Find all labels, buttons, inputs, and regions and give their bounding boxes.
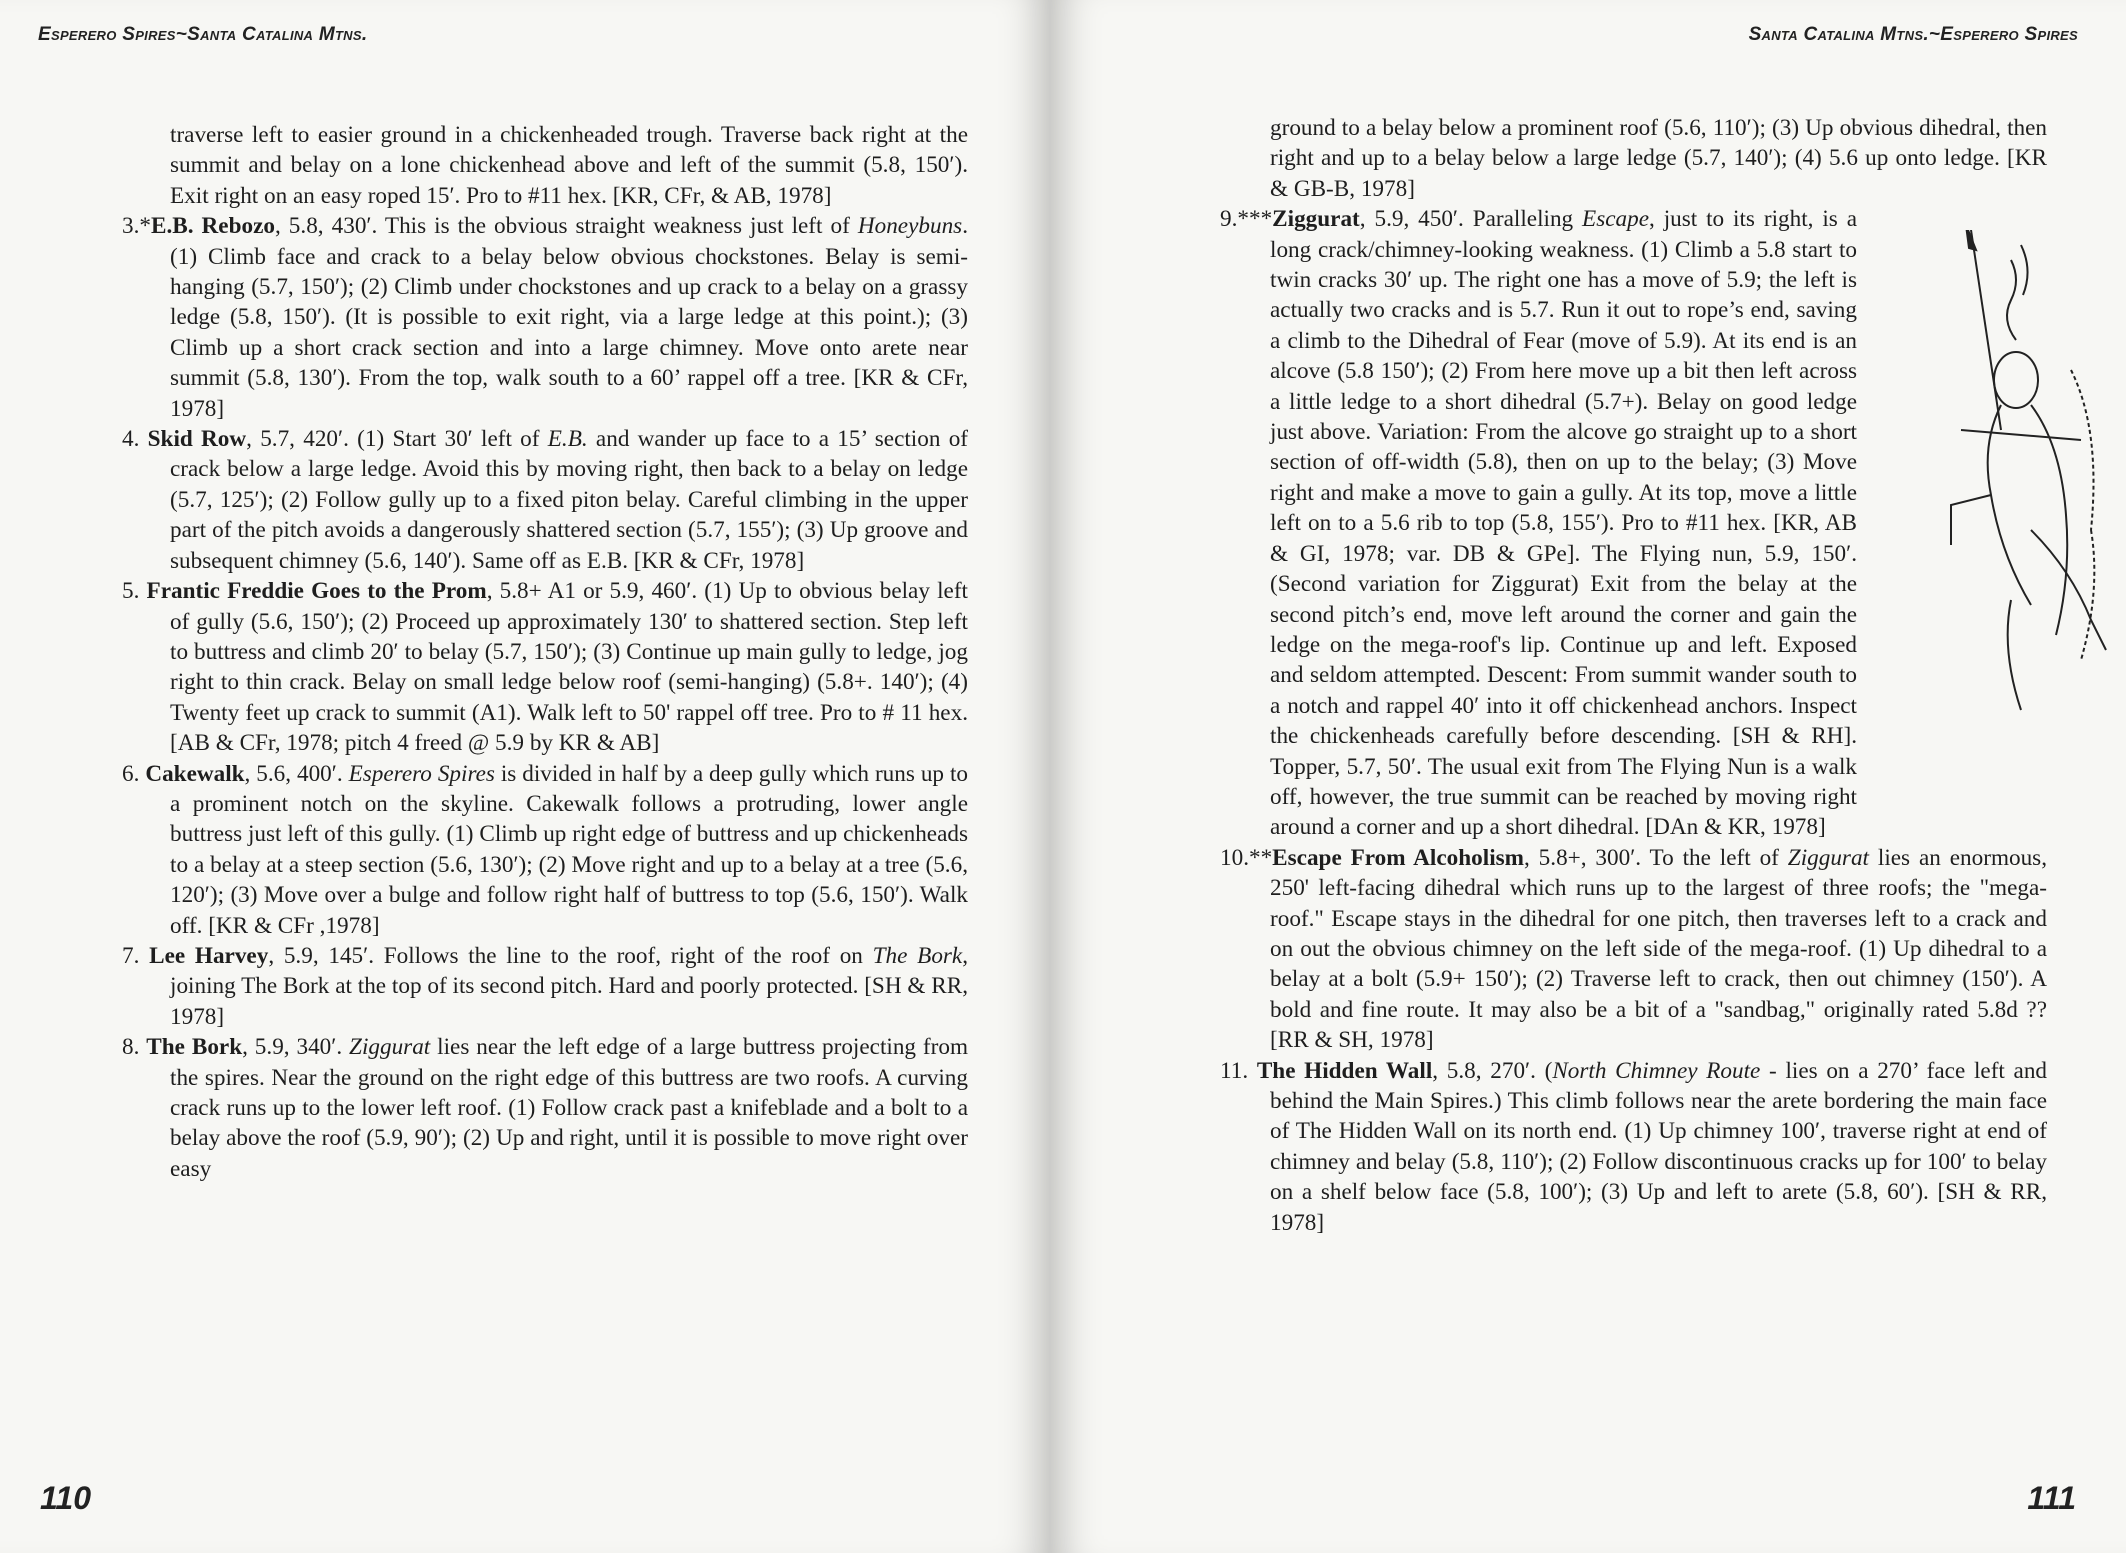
route-name: Cakewalk <box>145 760 245 787</box>
route-name: Escape From Alcoholism <box>1272 844 1524 871</box>
right-page <box>1050 0 2126 1553</box>
running-head: Esperero Spires~Santa Catalina Mtns. <box>38 24 368 45</box>
route-entry-5: 5. Frantic Freddie Goes to the Prom, 5.8+ A1 or 5.9, 460′. (1) Up to obvious belay left of gully (5.6, 150′); (2) Proceed up approximately 130′ to shattered section. Step left to buttress and climb 20′ to belay (5.7, 150′); (3) Continue up main gully to ledge, jog right to thin crack. Belay on small ledge below roof (semi-hanging) (5.8+. 140′); (4) Twenty feet up crack to summit (A1). Walk left to 50' rappel off tree. Pro to # 11 hex. [AB & CFr, 1978; pitch 4 freed @ 5.9 by KR & AB] <box>122 578 968 757</box>
route-entry-8: 8. The Bork, 5.9, 340′. Ziggurat lies near the left edge of a large buttress projecting from the spires. Near the ground on the right edge of this buttress are two roofs. A curving crack runs up to the lower left roof. (1) Follow crack past a knifeblade and a bolt to a belay above the roof (5.9, 90′); (2) Up and right, until it is possible to move right over easy <box>122 1034 968 1182</box>
climber-illustration <box>1931 230 2116 740</box>
continuation-paragraph: ground to a belay below a prominent roof (5.6, 110′); (3) Up obvious dihedral, then right and up to a belay below a large ledge (5.7, 140′); (4) 5.6 up onto ledge. [KR & GB-B, 1978] <box>1270 115 2047 202</box>
route-name: Ziggurat <box>1272 206 1360 233</box>
route-name: Lee Harvey <box>149 942 269 969</box>
head-icon <box>1994 352 2038 408</box>
route-name: Skid Row <box>147 426 247 453</box>
route-entry-10: 10.**Escape From Alcoholism, 5.8+, 300′. To the left of Ziggurat lies an enormous, 250' left-facing dihedral which runs up to the largest of three roofs; the "mega-roof." Escape stays in the dihedral for one pitch, then traverses left to a crack and on out the obvious chimney on the left side of the mega-roof. (1) Up dihedral to a belay at a bolt (5.9+ 150′); (2) Traverse left to crack, then out chimney (150′). A bold and fine route. It may also be a bit of a "sandbag," originally rated 5.8d ?? [RR & SH, 1978] <box>1220 844 2047 1054</box>
route-entry-6: 6. Cakewalk, 5.6, 400′. Esperero Spires is divided in half by a deep gully which runs up to a prominent notch on the skyline. Cakewalk follows a protruding, lower angle buttress just left of this gully. (1) Climb up right edge of buttress and up chickenheads to a belay at a steep section (5.6, 130′); (2) Move right and up to a belay at a tree (5.6, 120′); (3) Move over a bulge and follow right half of buttress to top (5.6, 150′). Walk off. [KR & CFr ,1978] <box>122 760 968 939</box>
route-name: The Hidden Wall <box>1256 1057 1433 1084</box>
page-body <box>1122 113 2047 1238</box>
route-entry-11: 11. The Hidden Wall, 5.8, 270′. (North Chimney Route - lies on a 270’ face left and behind the Main Spires.) This climb follows near the arete bordering the main face of The Hidden Wall on its north end. (1) Up chimney 100′, traverse right at end of chimney and belay (5.8, 110′); (2) Follow discontinuous cracks up for 100′ to belay on a shelf below face (5.8, 100′); (3) Up and left to arete (5.8, 60′). [SH & RR, 1978] <box>1220 1057 2048 1236</box>
spear-icon <box>1971 230 2001 430</box>
running-head: Santa Catalina Mtns.~Esperero Spires <box>1748 24 2078 45</box>
continuation-paragraph: traverse left to easier ground in a chickenheaded trough. Traverse back right at the summit and belay on a lone chickenhead above and left of the summit (5.8, 150′). Exit right on an easy roped 15′. Pro to #11 hex. [KR, CFr, & AB, 1978] <box>170 122 968 209</box>
route-entry-7: 7. Lee Harvey, 5.9, 145′. Follows the line to the roof, right of the roof on The Bork, joining The Bork at the top of its second pitch. Hard and poorly protected. [SH & RR, 1978] <box>122 942 969 1030</box>
page-number: 110 <box>40 1480 92 1516</box>
route-name: The Bork <box>146 1034 243 1061</box>
route-entry-4: 4. Skid Row, 5.7, 420′. (1) Start 30′ left of E.B. and wander up face to a 15’ section of crack below a large ledge. Avoid this by moving right, then back to a belay on ledge (5.7, 125′); (2) Follow gully up to a fixed piton belay. Careful climbing in the upper part of the pitch avoids a dangerously shattered section (5.7, 155′); (3) Up groove and subsequent chimney (5.6, 140′). Same off as E.B. [KR & CFr, 1978] <box>122 426 969 574</box>
route-entry-9: 9.***Ziggurat, 5.9, 450′. Paralleling Escape, just to its right, is a long crack/chimney-looking weakness. (1) Climb a 5.8 start to twin cracks 30′ up. The right one has a move of 5.9; the left is actually two cracks and is 5.7. Run it out to rope’s end, saving a climb to the Dihedral of Fear (move of 5.9). At its end is an alcove (5.8 150′); (2) From here move up a bit then left across a little ledge to a short dihedral (5.7+). Belay on good ledge just above. Variation: From the alcove go straight up to a short section of off-width (5.8), then on up to the belay; (3) Move right and make a move to gain a gully. At its top, move a little left on to a 5.6 rib to top (5.8, 155′). Pro to #11 hex. [KR, AB & GI, 1978; var. DB & GPe]. The Flying nun, 5.9, 150′. (Second variation for Ziggurat) Exit from the belay at the second pitch’s end, move left around the corner and gain the ledge on the mega-roof's lip. Continue up and left. Exposed and seldom attempted. Descent: From summit wander south to a notch and rappel 40′ into it off chickenhead anchors. Inspect the chickenheads carefully before descending. [SH & RH]. Topper, 5.7, 50′. The usual exit from The Flying Nun is a walk off, however, the true summit can be reached by moving right around a corner and up a short dihedral. [DAn & KR, 1978] <box>1220 206 1857 841</box>
route-entry-3: 3.*E.B. Rebozo, 5.8, 430′. This is the obvious straight weakness just left of Honeybuns. (1) Climb face and crack to a belay below obvious chockstones. Belay is semi-hanging (5.7, 150′); (2) Climb under chockstones and up crack to a belay on a grassy ledge (5.8, 150′). (It is possible to exit right, via a large ledge at this point.); (3) Climb up a short crack section and into a large chimney. Move onto arete near summit (5.8, 130′). From the top, walk south to a 60’ rappel off a tree. [KR & CFr, 1978] <box>122 213 968 422</box>
route-name: Frantic Freddie Goes to the Prom <box>146 578 487 605</box>
route-name: E.B. Rebozo <box>150 213 275 240</box>
page-number: 111 <box>2027 1480 2076 1516</box>
page-body <box>48 120 968 1184</box>
left-page <box>0 0 1050 1553</box>
